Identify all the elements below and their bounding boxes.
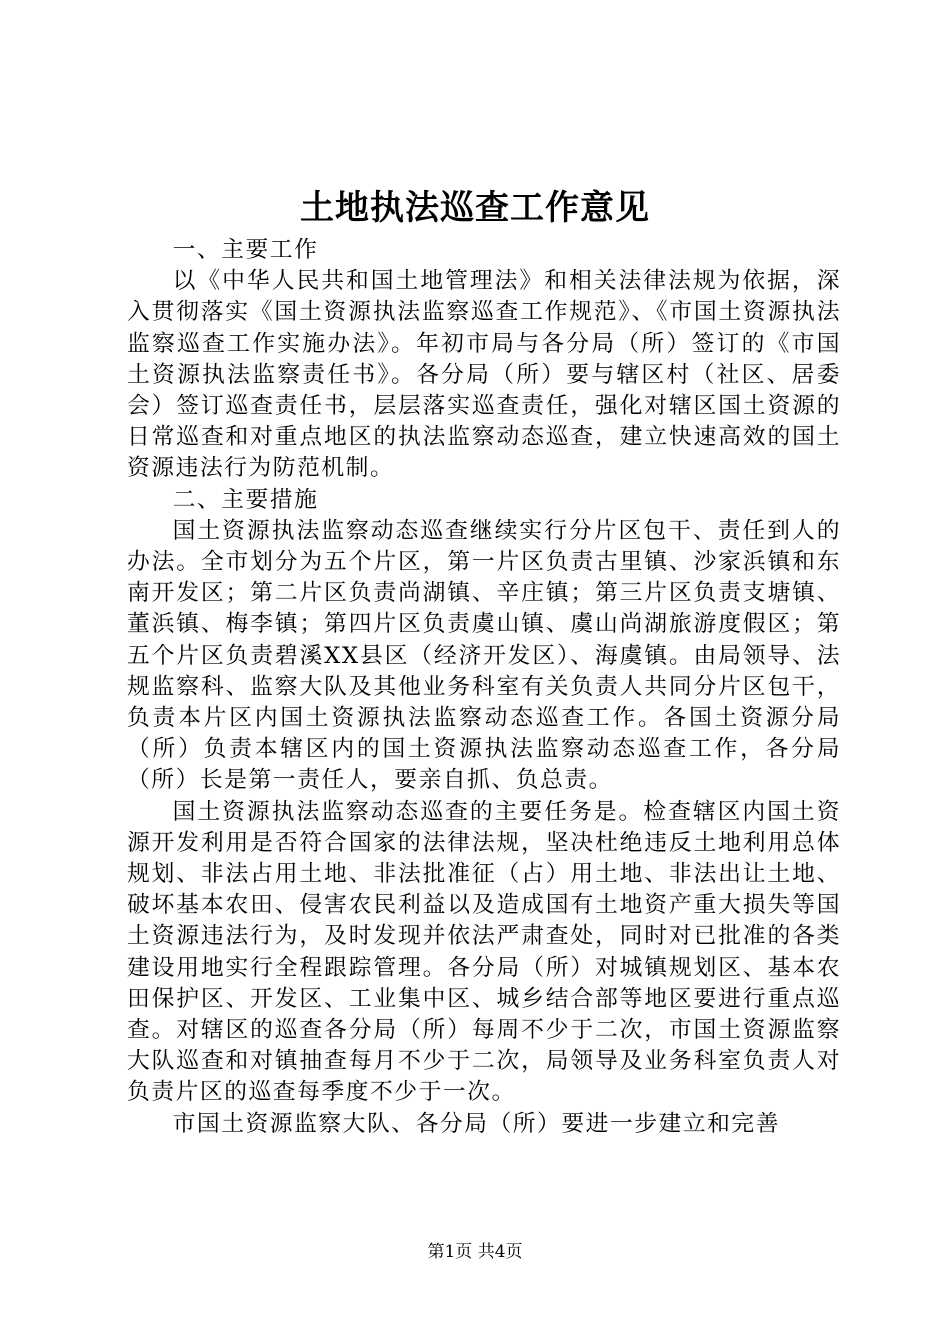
paragraph-main-work: 以《中华人民共和国土地管理法》和相关法律法规为依据，深入贯彻落实《国土资源执法监察巡查工作规范》、《市国土资源执法监察巡查工作实施办法》。年初市局与各分局（所）签订的《市国土资源执法监察责任书》。各分局（所）要与辖区村（社区、居委会）签订巡查责任书，层层落实巡查责任，强化对辖区国土资源的日常巡查和对重点地区的执法监察动态巡查，建立快速高效的国土资源违法行为防范机制。: [127, 268, 841, 482]
paragraph-patrol-tasks: 国土资源执法监察动态巡查的主要任务是。检查辖区内国土资源开发利用是否符合国家的法律法规，坚决杜绝违反土地利用总体规划、非法占用土地、非法批准征（占）用土地、非法出让土地、破坏基本农田、侵害农民利益以及造成国有土地资产重大损失等国土资源违法行为，及时发现并依法严肃查处，同时对已批准的各类建设用地实行全程跟踪管理。各分局（所）对城镇规划区、基本农田保护区、开发区、工业集中区、城乡结合部等地区要进行重点巡查。对辖区的巡查各分局（所）每周不少于二次，市国土资源监察大队巡查和对镇抽查每月不少于二次，局领导及业务科室负责人对负责片区的巡查每季度不少于一次。: [127, 798, 841, 1106]
document-body: [127, 235, 841, 1140]
paragraph-continuation: 市国土资源监察大队、各分局（所）要进一步建立和完善: [172, 1110, 781, 1137]
page-number-footer: 第1页 共4页: [427, 1242, 523, 1262]
paragraph-patrol-districts: 国土资源执法监察动态巡查继续实行分片区包干、责任到人的办法。全市划分为五个片区，第一片区负责古里镇、沙家浜镇和东南开发区；第二片区负责尚湖镇、辛庄镇；第三片区负责支塘镇、董浜镇、梅李镇；第四片区负责虞山镇、虞山尚湖旅游度假区；第五个片区负责碧溪XX县区（经济开发区）、海虞镇。由局领导、法规监察科、监察大队及其他业务科室有关负责人共同分片区包干，负责本片区内国土资源执法监察动态巡查工作。各国土资源分局（所）负责本辖区内的国土资源执法监察动态巡查工作，各分局（所）长是第一责任人，要亲自抓、负总责。: [127, 517, 841, 794]
section-heading-main-measures: 二、主要措施: [172, 486, 319, 513]
section-heading-main-work: 一、主要工作: [172, 237, 319, 263]
document-title: 土地执法巡查工作意见: [300, 188, 650, 228]
